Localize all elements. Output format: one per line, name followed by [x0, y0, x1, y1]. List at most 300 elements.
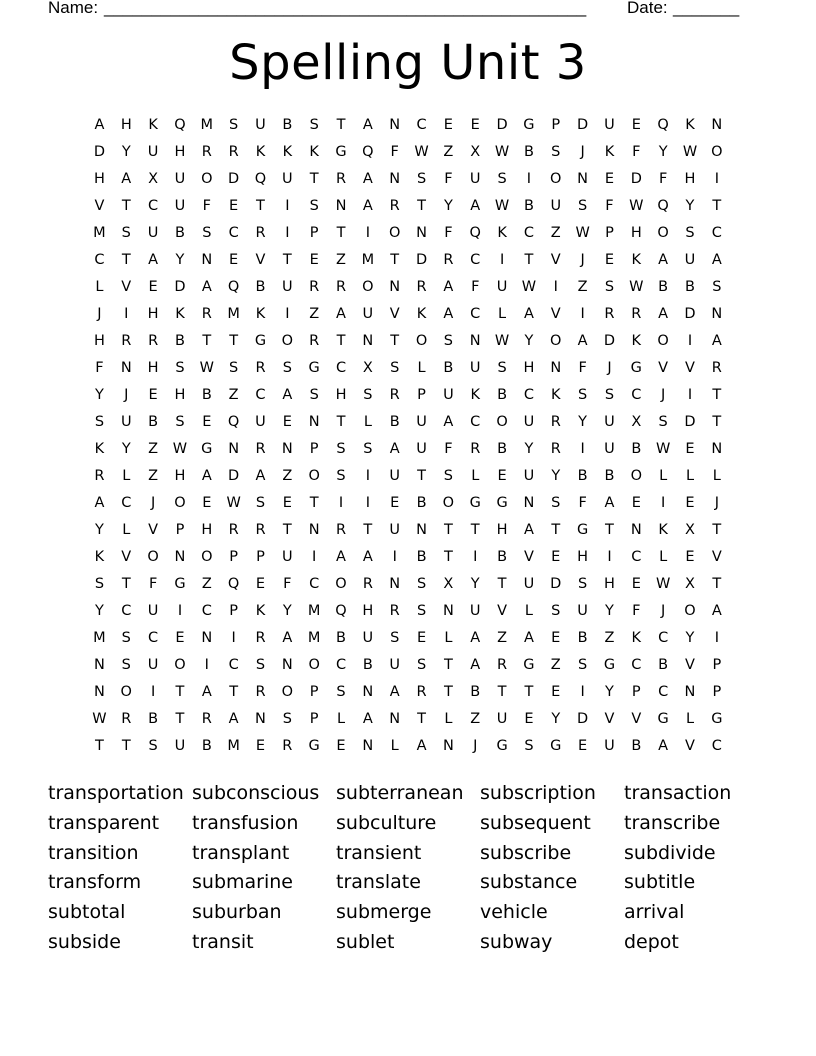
- grid-letter[interactable]: B: [658, 279, 669, 295]
- grid-letter[interactable]: R: [228, 144, 239, 160]
- grid-letter[interactable]: O: [174, 657, 186, 673]
- grid-letter[interactable]: K: [282, 144, 293, 160]
- grid-letter[interactable]: C: [121, 495, 132, 511]
- grid-letter[interactable]: U: [604, 738, 615, 754]
- grid-letter[interactable]: C: [94, 252, 105, 268]
- grid-letter[interactable]: K: [255, 306, 266, 322]
- grid-letter[interactable]: S: [390, 630, 400, 646]
- grid-letter[interactable]: N: [416, 225, 427, 241]
- grid-letter[interactable]: I: [150, 684, 156, 700]
- grid-letter[interactable]: T: [282, 522, 292, 538]
- grid-letter[interactable]: X: [443, 576, 454, 592]
- grid-letter[interactable]: L: [685, 711, 695, 727]
- grid-letter[interactable]: P: [175, 522, 185, 538]
- grid-letter[interactable]: A: [523, 522, 534, 538]
- grid-letter[interactable]: O: [335, 576, 347, 592]
- grid-letter[interactable]: C: [523, 387, 534, 403]
- grid-letter[interactable]: R: [335, 522, 347, 538]
- grid-letter[interactable]: V: [255, 252, 266, 268]
- grid-letter[interactable]: C: [416, 117, 427, 133]
- grid-letter[interactable]: M: [200, 117, 214, 133]
- grid-letter[interactable]: S: [363, 387, 373, 403]
- grid-letter[interactable]: N: [389, 576, 401, 592]
- grid-letter[interactable]: A: [228, 711, 239, 727]
- grid-letter[interactable]: A: [255, 468, 266, 484]
- grid-letter[interactable]: B: [148, 414, 159, 430]
- grid-letter[interactable]: O: [308, 657, 320, 673]
- grid-letter[interactable]: H: [174, 144, 186, 160]
- grid-letter[interactable]: S: [255, 657, 266, 673]
- grid-letter[interactable]: P: [309, 684, 319, 700]
- grid-letter[interactable]: N: [281, 657, 293, 673]
- date-blank-line[interactable]: _______: [673, 0, 740, 17]
- grid-letter[interactable]: A: [201, 684, 212, 700]
- grid-letter[interactable]: V: [711, 549, 722, 565]
- grid-letter[interactable]: I: [687, 387, 693, 403]
- grid-letter[interactable]: J: [150, 495, 156, 511]
- grid-letter[interactable]: Y: [443, 198, 453, 214]
- grid-letter[interactable]: G: [308, 738, 320, 754]
- grid-letter[interactable]: K: [551, 387, 561, 403]
- grid-letter[interactable]: J: [124, 387, 129, 403]
- grid-letter[interactable]: K: [685, 117, 695, 133]
- grid-letter[interactable]: H: [120, 117, 132, 133]
- grid-letter[interactable]: B: [497, 549, 508, 565]
- grid-letter[interactable]: T: [524, 252, 534, 268]
- grid-letter[interactable]: H: [577, 549, 589, 565]
- grid-letter[interactable]: C: [658, 684, 669, 700]
- grid-letter[interactable]: D: [630, 171, 642, 187]
- grid-letter[interactable]: Q: [254, 171, 267, 187]
- grid-letter[interactable]: U: [147, 144, 159, 160]
- grid-letter[interactable]: X: [148, 171, 159, 187]
- grid-letter[interactable]: S: [363, 441, 373, 457]
- grid-letter[interactable]: W: [172, 441, 188, 457]
- grid-letter[interactable]: C: [711, 738, 722, 754]
- grid-letter[interactable]: J: [607, 360, 612, 376]
- grid-letter[interactable]: Z: [309, 306, 320, 322]
- grid-letter[interactable]: A: [604, 495, 615, 511]
- grid-letter[interactable]: B: [174, 225, 185, 241]
- grid-letter[interactable]: I: [580, 684, 585, 700]
- grid-letter[interactable]: K: [416, 306, 427, 322]
- grid-letter[interactable]: A: [443, 414, 454, 430]
- grid-letter[interactable]: R: [497, 657, 508, 673]
- grid-letter[interactable]: O: [415, 333, 428, 349]
- grid-letter[interactable]: T: [497, 576, 507, 592]
- grid-letter[interactable]: H: [174, 468, 186, 484]
- grid-letter[interactable]: E: [148, 279, 158, 295]
- grid-letter[interactable]: V: [685, 738, 695, 754]
- grid-letter[interactable]: G: [496, 738, 508, 754]
- grid-letter[interactable]: A: [94, 117, 105, 133]
- grid-letter[interactable]: O: [388, 225, 401, 241]
- grid-letter[interactable]: B: [201, 387, 212, 403]
- grid-letter[interactable]: B: [631, 738, 642, 754]
- grid-letter[interactable]: G: [201, 441, 213, 457]
- grid-letter[interactable]: R: [416, 684, 427, 700]
- grid-letter[interactable]: S: [604, 279, 615, 295]
- grid-letter[interactable]: R: [255, 684, 266, 700]
- grid-letter[interactable]: A: [201, 468, 212, 484]
- grid-letter[interactable]: U: [684, 252, 696, 268]
- grid-letter[interactable]: V: [550, 252, 561, 268]
- grid-letter[interactable]: S: [94, 414, 105, 430]
- grid-letter[interactable]: P: [309, 225, 319, 241]
- grid-letter[interactable]: B: [389, 414, 400, 430]
- grid-letter[interactable]: A: [148, 252, 159, 268]
- grid-letter[interactable]: D: [93, 144, 105, 160]
- grid-letter[interactable]: U: [255, 414, 266, 430]
- grid-letter[interactable]: Y: [524, 333, 534, 349]
- grid-letter[interactable]: T: [443, 684, 453, 700]
- grid-letter[interactable]: T: [256, 198, 265, 214]
- grid-letter[interactable]: R: [389, 603, 400, 619]
- grid-letter[interactable]: Y: [175, 252, 185, 268]
- grid-letter[interactable]: E: [551, 630, 561, 646]
- grid-letter[interactable]: S: [121, 225, 131, 241]
- grid-letter[interactable]: F: [148, 576, 158, 592]
- grid-letter[interactable]: T: [712, 576, 722, 592]
- grid-letter[interactable]: M: [361, 252, 375, 268]
- grid-letter[interactable]: B: [443, 360, 454, 376]
- grid-letter[interactable]: W: [629, 198, 644, 214]
- grid-letter[interactable]: S: [229, 117, 239, 133]
- grid-letter[interactable]: S: [604, 387, 615, 403]
- grid-letter[interactable]: B: [523, 144, 534, 160]
- grid-letter[interactable]: S: [416, 657, 427, 673]
- grid-letter[interactable]: Y: [551, 711, 561, 727]
- grid-letter[interactable]: E: [175, 630, 185, 646]
- grid-letter[interactable]: T: [121, 738, 131, 754]
- grid-letter[interactable]: K: [631, 333, 642, 349]
- grid-letter[interactable]: O: [308, 468, 320, 484]
- grid-letter[interactable]: M: [307, 603, 321, 619]
- grid-letter[interactable]: L: [390, 738, 399, 754]
- grid-letter[interactable]: T: [336, 333, 346, 349]
- grid-letter[interactable]: Z: [148, 441, 159, 457]
- grid-letter[interactable]: R: [255, 630, 266, 646]
- grid-letter[interactable]: L: [417, 360, 426, 376]
- grid-letter[interactable]: B: [416, 495, 427, 511]
- grid-letter[interactable]: Q: [174, 117, 186, 133]
- grid-letter[interactable]: Z: [497, 630, 508, 646]
- grid-letter[interactable]: A: [443, 306, 454, 322]
- grid-letter[interactable]: I: [338, 495, 344, 511]
- grid-letter[interactable]: I: [285, 225, 290, 241]
- grid-letter[interactable]: E: [685, 441, 695, 457]
- grid-letter[interactable]: U: [604, 441, 615, 457]
- grid-letter[interactable]: E: [604, 171, 615, 187]
- grid-letter[interactable]: N: [201, 252, 213, 268]
- grid-letter[interactable]: V: [497, 603, 508, 619]
- grid-letter[interactable]: N: [523, 495, 535, 511]
- grid-letter[interactable]: S: [578, 198, 588, 214]
- grid-letter[interactable]: B: [282, 117, 293, 133]
- grid-letter[interactable]: L: [659, 549, 668, 565]
- grid-letter[interactable]: F: [444, 171, 453, 187]
- grid-letter[interactable]: I: [312, 549, 317, 565]
- grid-letter[interactable]: B: [148, 711, 159, 727]
- grid-letter[interactable]: K: [658, 522, 668, 538]
- grid-letter[interactable]: T: [202, 333, 212, 349]
- grid-letter[interactable]: Y: [685, 630, 695, 646]
- grid-letter[interactable]: B: [497, 387, 508, 403]
- grid-letter[interactable]: Q: [657, 117, 669, 133]
- grid-letter[interactable]: I: [365, 495, 370, 511]
- grid-letter[interactable]: A: [416, 738, 427, 754]
- grid-letter[interactable]: S: [578, 387, 588, 403]
- grid-letter[interactable]: W: [655, 441, 671, 457]
- grid-letter[interactable]: O: [496, 414, 508, 430]
- grid-letter[interactable]: H: [147, 306, 159, 322]
- grid-letter[interactable]: H: [684, 171, 696, 187]
- grid-letter[interactable]: T: [524, 684, 534, 700]
- grid-letter[interactable]: V: [121, 549, 132, 565]
- grid-letter[interactable]: P: [712, 657, 722, 673]
- grid-letter[interactable]: C: [658, 630, 669, 646]
- grid-letter[interactable]: U: [469, 360, 481, 376]
- grid-letter[interactable]: U: [496, 711, 508, 727]
- grid-letter[interactable]: A: [658, 738, 669, 754]
- grid-letter[interactable]: U: [147, 225, 159, 241]
- grid-letter[interactable]: A: [523, 306, 534, 322]
- grid-letter[interactable]: Q: [335, 603, 347, 619]
- grid-letter[interactable]: T: [121, 576, 131, 592]
- grid-letter[interactable]: H: [93, 171, 105, 187]
- grid-letter[interactable]: V: [685, 360, 695, 376]
- grid-letter[interactable]: C: [228, 225, 239, 241]
- grid-letter[interactable]: G: [335, 144, 347, 160]
- grid-letter[interactable]: Z: [577, 279, 588, 295]
- grid-letter[interactable]: G: [523, 117, 535, 133]
- grid-letter[interactable]: C: [523, 225, 534, 241]
- grid-letter[interactable]: T: [712, 387, 722, 403]
- grid-letter[interactable]: A: [443, 279, 454, 295]
- grid-letter[interactable]: F: [95, 360, 104, 376]
- grid-letter[interactable]: L: [659, 468, 668, 484]
- grid-letter[interactable]: E: [443, 117, 453, 133]
- grid-letter[interactable]: V: [550, 306, 561, 322]
- grid-letter[interactable]: C: [228, 657, 239, 673]
- grid-letter[interactable]: D: [577, 711, 589, 727]
- grid-letter[interactable]: U: [469, 603, 481, 619]
- grid-letter[interactable]: O: [120, 684, 132, 700]
- grid-letter[interactable]: N: [711, 117, 723, 133]
- grid-letter[interactable]: I: [580, 306, 585, 322]
- grid-letter[interactable]: U: [174, 738, 186, 754]
- grid-letter[interactable]: D: [228, 171, 240, 187]
- grid-letter[interactable]: T: [309, 171, 319, 187]
- grid-letter[interactable]: C: [121, 603, 132, 619]
- grid-letter[interactable]: E: [685, 549, 695, 565]
- grid-letter[interactable]: S: [282, 711, 292, 727]
- grid-letter[interactable]: Z: [148, 468, 159, 484]
- grid-letter[interactable]: B: [174, 333, 185, 349]
- grid-letter[interactable]: A: [362, 549, 373, 565]
- grid-letter[interactable]: U: [523, 576, 535, 592]
- grid-letter[interactable]: R: [550, 441, 561, 457]
- grid-letter[interactable]: S: [309, 117, 319, 133]
- grid-letter[interactable]: U: [282, 549, 293, 565]
- grid-letter[interactable]: A: [658, 252, 669, 268]
- grid-letter[interactable]: I: [177, 603, 183, 619]
- grid-letter[interactable]: F: [605, 198, 614, 214]
- grid-letter[interactable]: N: [711, 441, 723, 457]
- grid-letter[interactable]: W: [494, 333, 510, 349]
- grid-letter[interactable]: O: [442, 495, 455, 511]
- grid-letter[interactable]: I: [661, 495, 666, 511]
- grid-letter[interactable]: U: [282, 171, 293, 187]
- grid-letter[interactable]: A: [711, 333, 722, 349]
- grid-letter[interactable]: T: [309, 495, 319, 511]
- grid-letter[interactable]: G: [523, 657, 535, 673]
- grid-letter[interactable]: O: [362, 279, 374, 295]
- grid-letter[interactable]: C: [470, 306, 481, 322]
- grid-letter[interactable]: H: [496, 522, 508, 538]
- grid-letter[interactable]: T: [712, 522, 722, 538]
- grid-letter[interactable]: W: [655, 576, 671, 592]
- grid-letter[interactable]: A: [389, 441, 400, 457]
- grid-letter[interactable]: U: [174, 171, 186, 187]
- grid-letter[interactable]: R: [335, 279, 347, 295]
- grid-letter[interactable]: S: [121, 630, 131, 646]
- grid-letter[interactable]: R: [335, 171, 347, 187]
- grid-letter[interactable]: S: [94, 576, 105, 592]
- grid-letter[interactable]: E: [229, 198, 239, 214]
- grid-letter[interactable]: U: [120, 414, 132, 430]
- grid-letter[interactable]: T: [175, 711, 185, 727]
- grid-letter[interactable]: F: [471, 279, 480, 295]
- grid-letter[interactable]: F: [202, 198, 211, 214]
- grid-letter[interactable]: G: [469, 495, 481, 511]
- grid-letter[interactable]: Y: [121, 144, 131, 160]
- grid-letter[interactable]: S: [416, 171, 427, 187]
- grid-letter[interactable]: W: [521, 279, 537, 295]
- grid-letter[interactable]: L: [524, 603, 533, 619]
- grid-letter[interactable]: Z: [443, 144, 454, 160]
- grid-letter[interactable]: F: [283, 576, 292, 592]
- grid-letter[interactable]: T: [121, 252, 131, 268]
- grid-letter[interactable]: G: [657, 711, 669, 727]
- grid-letter[interactable]: C: [201, 603, 212, 619]
- grid-letter[interactable]: M: [227, 738, 240, 754]
- grid-letter[interactable]: I: [473, 549, 478, 565]
- grid-letter[interactable]: N: [684, 684, 696, 700]
- grid-letter[interactable]: U: [523, 414, 535, 430]
- grid-letter[interactable]: B: [201, 738, 212, 754]
- grid-letter[interactable]: E: [497, 468, 507, 484]
- grid-letter[interactable]: G: [576, 522, 589, 538]
- grid-letter[interactable]: T: [443, 657, 453, 673]
- grid-letter[interactable]: Z: [228, 387, 239, 403]
- grid-letter[interactable]: W: [92, 711, 107, 727]
- grid-letter[interactable]: S: [497, 171, 507, 187]
- grid-letter[interactable]: C: [335, 657, 347, 673]
- grid-letter[interactable]: U: [523, 468, 535, 484]
- grid-letter[interactable]: A: [711, 603, 722, 619]
- grid-letter[interactable]: O: [201, 171, 213, 187]
- grid-letter[interactable]: A: [470, 630, 481, 646]
- grid-letter[interactable]: B: [336, 630, 346, 646]
- grid-letter[interactable]: T: [229, 684, 239, 700]
- grid-letter[interactable]: R: [550, 414, 561, 430]
- grid-letter[interactable]: D: [550, 576, 562, 592]
- grid-letter[interactable]: E: [470, 117, 480, 133]
- grid-letter[interactable]: F: [632, 144, 641, 160]
- grid-letter[interactable]: Y: [524, 441, 534, 457]
- grid-letter[interactable]: J: [97, 306, 102, 322]
- grid-letter[interactable]: P: [229, 549, 239, 565]
- grid-letter[interactable]: F: [444, 225, 453, 241]
- grid-letter[interactable]: N: [201, 630, 213, 646]
- grid-letter[interactable]: J: [661, 603, 666, 619]
- grid-letter[interactable]: P: [417, 387, 426, 403]
- grid-letter[interactable]: K: [497, 225, 507, 241]
- grid-letter[interactable]: I: [607, 549, 612, 565]
- grid-letter[interactable]: N: [174, 549, 186, 565]
- grid-letter[interactable]: D: [684, 306, 696, 322]
- grid-letter[interactable]: N: [255, 711, 266, 727]
- grid-letter[interactable]: R: [309, 279, 320, 295]
- grid-letter[interactable]: K: [631, 630, 642, 646]
- grid-letter[interactable]: L: [471, 468, 480, 484]
- grid-letter[interactable]: R: [201, 711, 212, 727]
- grid-letter[interactable]: A: [201, 279, 212, 295]
- grid-letter[interactable]: W: [682, 144, 698, 160]
- grid-letter[interactable]: T: [175, 684, 185, 700]
- grid-letter[interactable]: V: [631, 711, 642, 727]
- grid-letter[interactable]: G: [496, 495, 508, 511]
- grid-letter[interactable]: A: [470, 657, 481, 673]
- grid-letter[interactable]: U: [174, 198, 186, 214]
- grid-letter[interactable]: X: [362, 360, 373, 376]
- grid-letter[interactable]: U: [469, 171, 481, 187]
- grid-letter[interactable]: T: [417, 711, 426, 727]
- grid-letter[interactable]: N: [711, 306, 723, 322]
- grid-letter[interactable]: S: [336, 684, 346, 700]
- grid-letter[interactable]: T: [443, 522, 453, 538]
- grid-letter[interactable]: L: [712, 468, 721, 484]
- grid-letter[interactable]: T: [336, 225, 346, 241]
- grid-letter[interactable]: S: [336, 441, 346, 457]
- grid-letter[interactable]: N: [362, 738, 374, 754]
- grid-letter[interactable]: H: [147, 360, 159, 376]
- grid-letter[interactable]: E: [336, 738, 346, 754]
- grid-letter[interactable]: S: [416, 603, 427, 619]
- grid-letter[interactable]: E: [604, 252, 615, 268]
- grid-letter[interactable]: V: [148, 522, 159, 538]
- grid-letter[interactable]: V: [389, 306, 400, 322]
- grid-letter[interactable]: W: [494, 198, 510, 214]
- grid-letter[interactable]: U: [416, 414, 427, 430]
- grid-letter[interactable]: B: [470, 684, 481, 700]
- grid-letter[interactable]: Y: [605, 603, 614, 619]
- grid-letter[interactable]: H: [604, 576, 615, 592]
- grid-letter[interactable]: H: [201, 522, 213, 538]
- grid-letter[interactable]: Z: [550, 657, 561, 673]
- grid-letter[interactable]: A: [577, 333, 588, 349]
- grid-letter[interactable]: N: [442, 738, 454, 754]
- grid-letter[interactable]: N: [308, 522, 320, 538]
- grid-letter[interactable]: C: [309, 576, 320, 592]
- grid-letter[interactable]: F: [658, 171, 668, 187]
- grid-letter[interactable]: A: [336, 549, 346, 565]
- grid-letter[interactable]: R: [121, 333, 132, 349]
- grid-letter[interactable]: R: [604, 306, 615, 322]
- grid-letter[interactable]: S: [658, 414, 668, 430]
- grid-letter[interactable]: M: [227, 306, 240, 322]
